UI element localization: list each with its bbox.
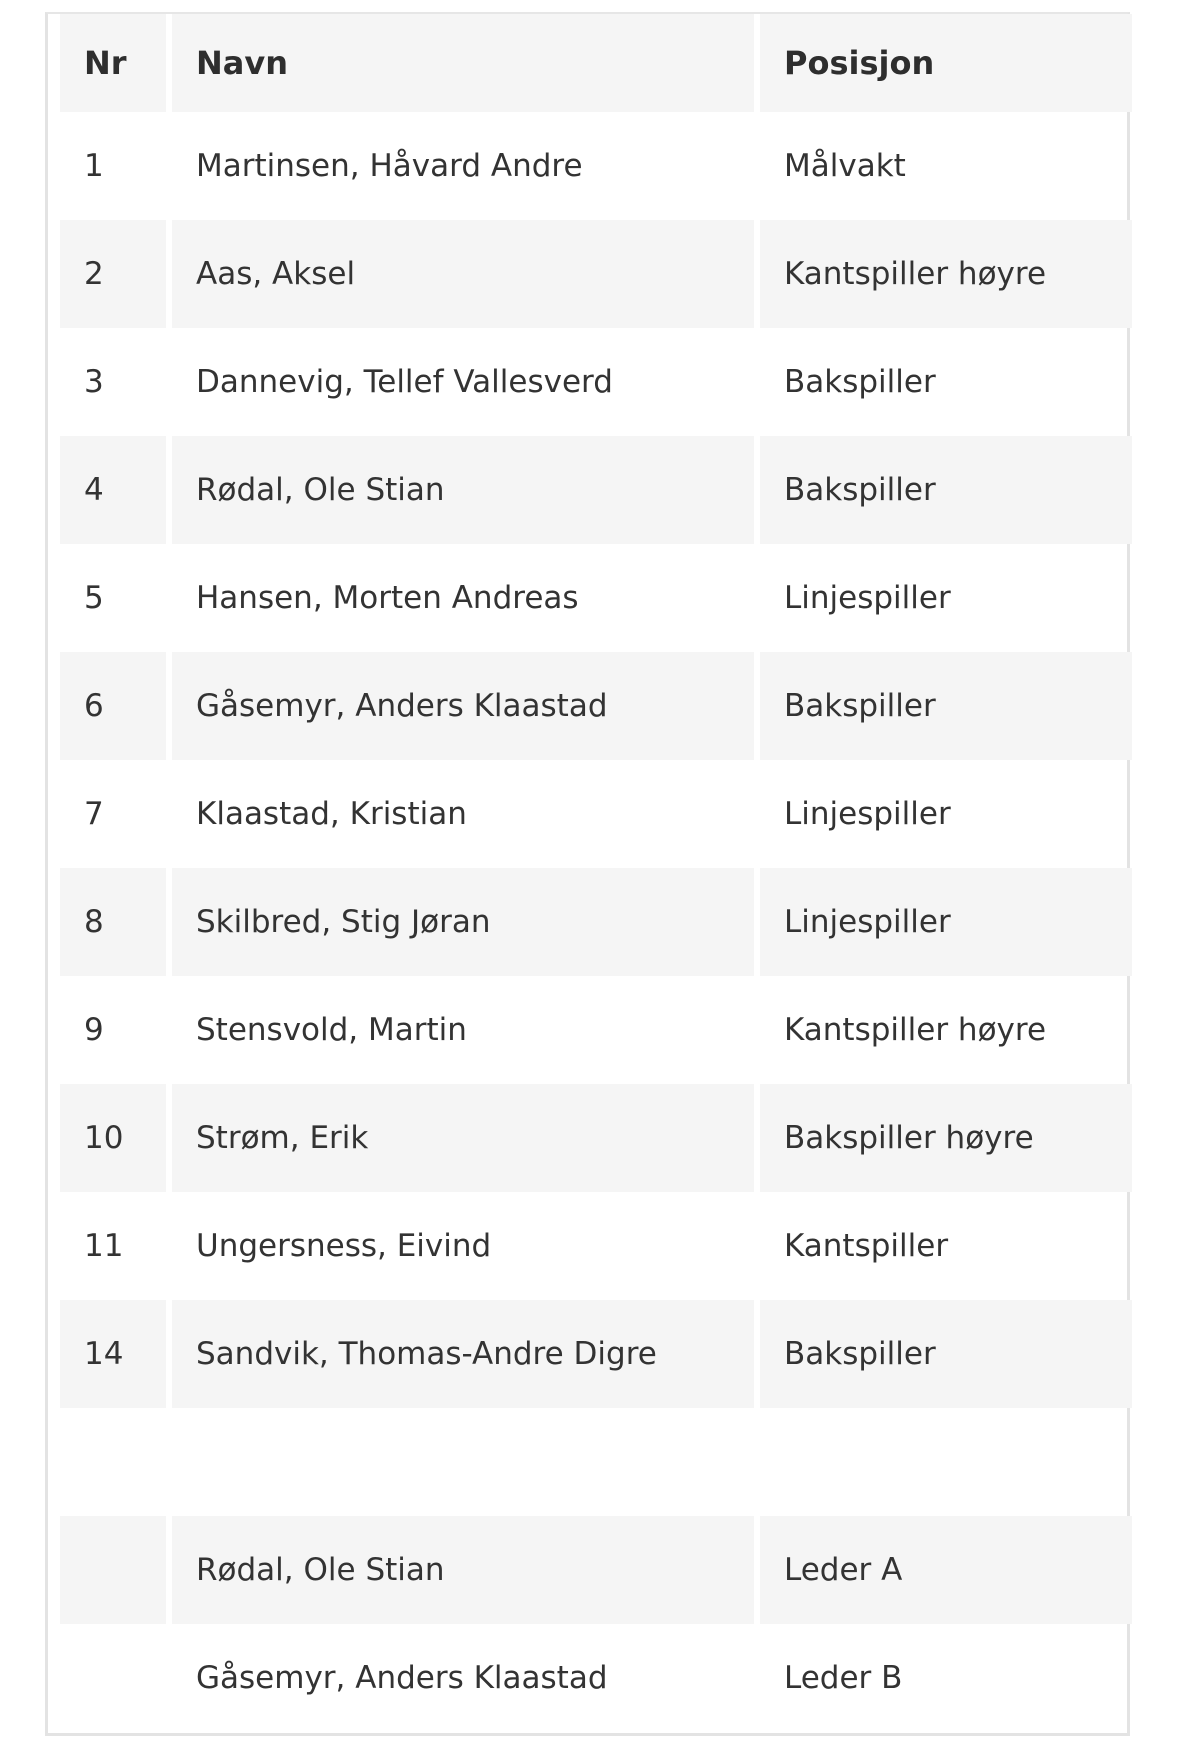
player-number: 6 <box>60 652 166 760</box>
table-row <box>60 544 1132 652</box>
player-position: Kantspiller høyre <box>760 220 1132 328</box>
leader-number <box>60 1624 166 1732</box>
player-name: Dannevig, Tellef Vallesverd <box>196 364 613 400</box>
player-position: Linjespiller <box>760 868 1132 976</box>
player-name: Sandvik, Thomas-Andre Digre <box>172 1300 754 1408</box>
table-row-leader <box>60 1624 1132 1732</box>
column-header-posisjon: Posisjon <box>760 14 1132 112</box>
empty-cell <box>172 1408 754 1516</box>
table-row <box>60 652 1132 760</box>
player-name: Martinsen, Håvard Andre <box>196 148 583 184</box>
player-name: Ungersness, Eivind <box>196 1228 492 1264</box>
player-name: Aas, Aksel <box>172 220 754 328</box>
column-header-nr: Nr <box>60 14 166 112</box>
player-position: Linjespiller <box>784 796 951 832</box>
table-row <box>60 868 1132 976</box>
table-row <box>60 328 1132 436</box>
table-row <box>60 760 1132 868</box>
player-name: Stensvold, Martin <box>196 1012 467 1048</box>
table-row <box>60 976 1132 1084</box>
table-row-empty <box>60 1408 1132 1516</box>
leader-name: Rødal, Ole Stian <box>172 1516 754 1624</box>
player-name: Hansen, Morten Andreas <box>196 580 579 616</box>
player-number: 11 <box>84 1228 124 1264</box>
player-name: Strøm, Erik <box>172 1084 754 1192</box>
player-position: Bakspiller <box>760 1300 1132 1408</box>
table-row-leader <box>60 1516 1132 1624</box>
player-position: Kantspiller <box>784 1228 949 1264</box>
player-number: 4 <box>60 436 166 544</box>
player-name: Skilbred, Stig Jøran <box>172 868 754 976</box>
player-number: 1 <box>84 148 104 184</box>
table-row <box>60 112 1132 220</box>
table-header-row <box>60 14 1132 112</box>
table-row <box>60 1300 1132 1408</box>
player-name: Klaastad, Kristian <box>196 796 467 832</box>
player-position: Bakspiller <box>784 364 936 400</box>
player-name: Gåsemyr, Anders Klaastad <box>172 652 754 760</box>
player-position: Bakspiller høyre <box>760 1084 1132 1192</box>
player-number: 8 <box>60 868 166 976</box>
table-row <box>60 436 1132 544</box>
leader-role: Leder B <box>784 1660 903 1696</box>
table-row <box>60 220 1132 328</box>
roster-table-frame <box>45 12 1130 1736</box>
player-position: Linjespiller <box>784 580 951 616</box>
player-number: 9 <box>84 1012 104 1048</box>
player-number: 14 <box>60 1300 166 1408</box>
player-number: 5 <box>84 580 104 616</box>
empty-cell <box>760 1408 1132 1516</box>
player-number: 3 <box>84 364 104 400</box>
player-position: Kantspiller høyre <box>784 1012 1047 1048</box>
player-number: 10 <box>60 1084 166 1192</box>
player-position: Bakspiller <box>760 436 1132 544</box>
player-name: Rødal, Ole Stian <box>172 436 754 544</box>
table-row <box>60 1084 1132 1192</box>
leader-role: Leder A <box>760 1516 1132 1624</box>
player-number: 2 <box>60 220 166 328</box>
empty-cell <box>60 1408 166 1516</box>
player-position: Bakspiller <box>760 652 1132 760</box>
leader-name: Gåsemyr, Anders Klaastad <box>196 1660 608 1696</box>
roster-table <box>54 14 1138 1732</box>
player-position: Målvakt <box>784 148 906 184</box>
column-header-navn: Navn <box>172 14 754 112</box>
leader-number <box>60 1516 166 1624</box>
table-row <box>60 1192 1132 1300</box>
player-number: 7 <box>84 796 104 832</box>
